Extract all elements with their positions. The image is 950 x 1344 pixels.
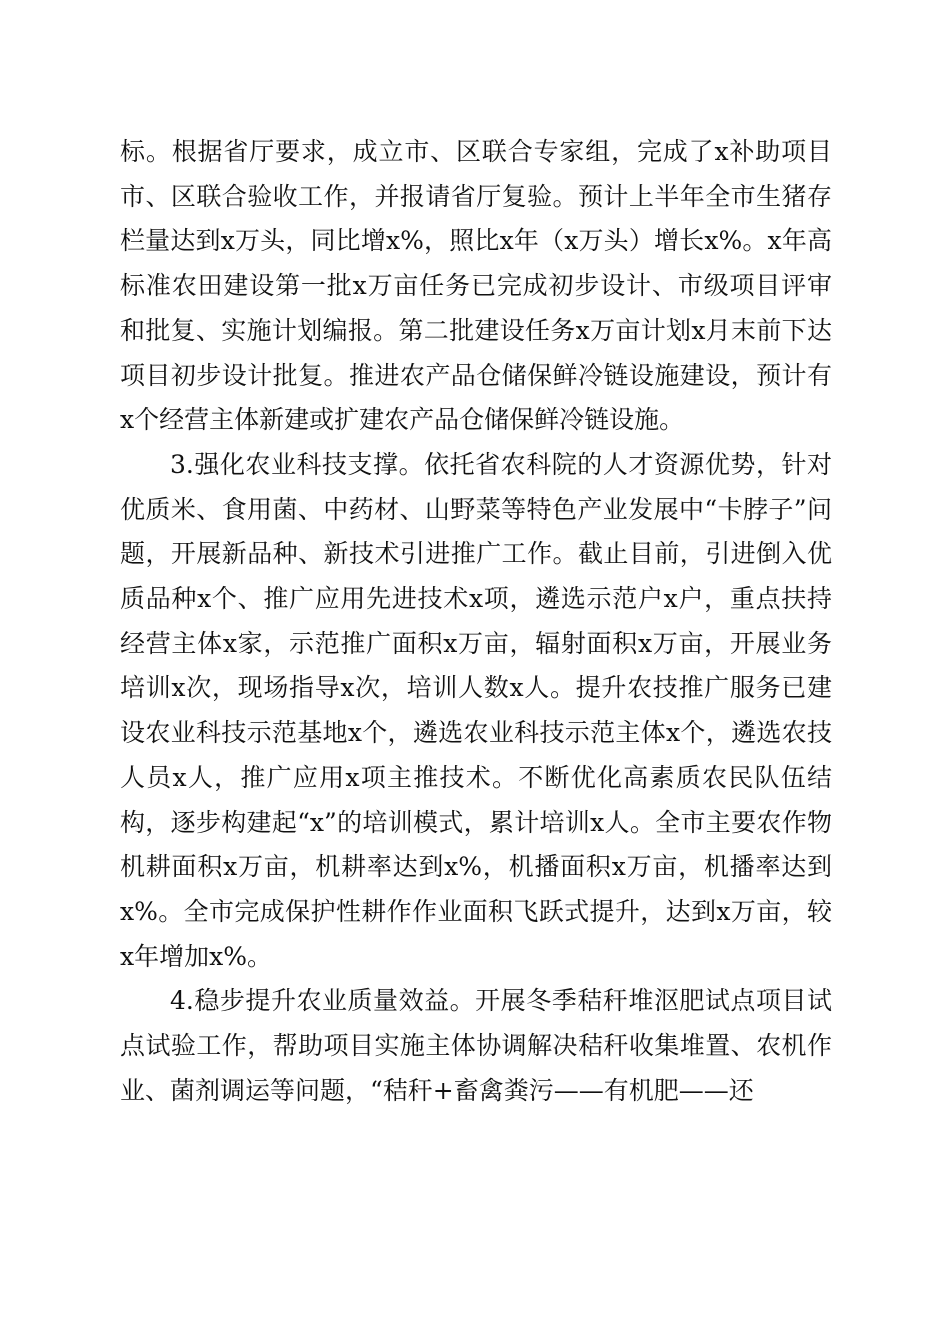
paragraph-agri-tech-support: 3.强化农业科技支撑。依托省农科院的人才资源优势，针对优质米、食用菌、中药材、山野菜等特色产业发展中“卡脖子”问题，开展新品种、新技术引进推广工作。截止目前，引进倒入优质品种x个、推广应用先进技术x项，遴选示范户x户，重点扶持经营主体x家，示范推广面积x万亩，辐射面积x万亩，开展业务培训x次，现场指导x次，培训人数x人。提升农技推广服务已建设农业科技示范基地x个，遴选农业科技示范主体x个，遴选农技人员x人，推广应用x项主推技术。不断优化高素质农民队伍结构，逐步构建起“x”的培训模式，累计培训x人。全市主要农作物机耕面积x万亩，机耕率达到x%，机播面积x万亩，机播率达到x%。全市完成保护性耕作作业面积飞跃式提升，达到x万亩，较x年增加x%。 bbox=[120, 449, 832, 971]
body-text bbox=[120, 130, 832, 1113]
paragraph-agri-quality-benefit: 4.稳步提升农业质量效益。开展冬季秸秆堆沤肥试点项目试点试验工作，帮助项目实施主体协调解决秸秆收集堆置、农机作业、菌剂调运等问题，“秸秆+畜禽粪污——有机肥——还 bbox=[120, 986, 832, 1105]
paragraph-continuation: 标。根据省厅要求，成立市、区联合专家组，完成了x补助项目市、区联合验收工作，并报请省厅复验。预计上半年全市生猪存栏量达到x万头，同比增x%，照比x年（x万头）增长x%。x年高标准农田建设第一批x万亩任务已完成初步设计、市级项目评审和批复、实施计划编报。第二批建设任务x万亩计划x月末前下达项目初步设计批复。推进农产品仓储保鲜冷链设施建设，预计有x个经营主体新建或扩建农产品仓储保鲜冷链设施。 bbox=[120, 137, 832, 435]
